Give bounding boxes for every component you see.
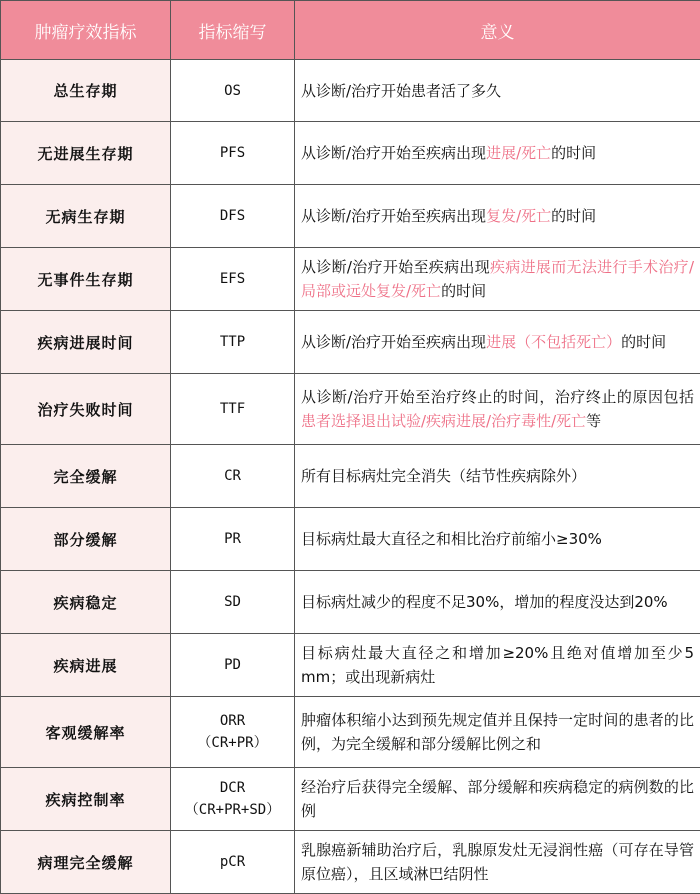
indicator-meaning [295,248,700,311]
meaning-text: 从诊断/治疗开始患者活了多久 [301,82,501,100]
indicator-meaning [295,634,700,697]
meaning-text: 的时间 [551,207,596,225]
meaning-text: 从诊断/治疗开始至疾病出现 [301,144,486,162]
indicator-abbr: OS [171,80,294,102]
indicator-abbr-cell [171,508,295,571]
table-row [1,571,700,634]
indicator-name: 疾病稳定 [1,571,171,634]
table-body [1,60,700,894]
indicator-name: 疾病进展时间 [1,311,171,374]
indicator-abbr-cell [171,60,295,122]
meaning-highlight: 患者选择退出试验/疾病进展/治疗毒性/死亡 [301,412,586,430]
indicator-abbr-cell [171,697,295,768]
table-row [1,508,700,571]
indicator-name: 无进展生存期 [1,122,171,185]
table-row [1,311,700,374]
indicator-abbr: TTF [171,398,294,420]
table-row [1,60,700,122]
indicator-abbr: PR [171,528,294,550]
indicator-abbr: SD [171,591,294,613]
indicator-abbr: EFS [171,268,294,290]
table-row [1,248,700,311]
indicator-name: 完全缓解 [1,445,171,508]
meaning-text: 经治疗后获得完全缓解、部分缓解和疾病稳定的病例数的比例 [301,778,694,820]
indicator-abbr: TTP [171,331,294,353]
indicator-name: 部分缓解 [1,508,171,571]
indicator-abbr-cell [171,831,295,894]
table-row [1,374,700,445]
indicator-name: 病理完全缓解 [1,831,171,894]
indicator-name: 治疗失败时间 [1,374,171,445]
indicator-meaning [295,697,700,768]
meaning-text: 的时间 [441,282,486,300]
meaning-text: 从诊断/治疗开始至疾病出现 [301,333,486,351]
table-row [1,768,700,831]
indicator-meaning [295,768,700,831]
indicator-name: 客观缓解率 [1,697,171,768]
indicator-abbr: PFS [171,142,294,164]
indicator-name: 无病生存期 [1,185,171,248]
indicator-abbr-cell [171,571,295,634]
meaning-text: 的时间 [551,144,596,162]
meaning-text: 从诊断/治疗开始至疾病出现 [301,207,486,225]
table-row [1,634,700,697]
indicator-abbr-cell [171,374,295,445]
meaning-text: 所有目标病灶完全消失（结节性疾病除外） [301,467,586,485]
indicator-abbr-formula: （CR+PR） [171,732,294,754]
meaning-highlight: 进展（不包括死亡） [486,333,621,351]
meaning-text: 等 [586,412,601,430]
meaning-text: 乳腺癌新辅助治疗后，乳腺原发灶无浸润性癌（可存在导管原位癌），且区域淋巴结阴性 [301,841,694,883]
meaning-highlight: 疾病进展而无法进行手术治疗/局部或远处复发/死亡 [301,258,694,300]
meaning-text: 从诊断/治疗开始至疾病出现 [301,258,490,276]
table-row [1,185,700,248]
meaning-highlight: 进展/死亡 [486,144,551,162]
indicator-meaning [295,185,700,248]
table-row [1,831,700,894]
indicator-abbr: DFS [171,205,294,227]
indicator-abbr: CR [171,465,294,487]
indicator-abbr-cell [171,445,295,508]
indicator-abbr-cell [171,185,295,248]
indicator-meaning [295,508,700,571]
table-row [1,122,700,185]
indicator-abbr-cell [171,634,295,697]
indicator-abbr-cell [171,311,295,374]
indicator-meaning [295,374,700,445]
indicator-name: 疾病进展 [1,634,171,697]
indicator-meaning [295,831,700,894]
indicator-name: 总生存期 [1,60,171,122]
table-row [1,697,700,768]
header-meaning: 意义 [295,1,700,60]
meaning-text: 肿瘤体积缩小达到预先规定值并且保持一定时间的患者的比例，为完全缓解和部分缓解比例之和 [301,711,694,753]
indicator-meaning [295,122,700,185]
indicator-meaning [295,60,700,122]
meaning-text: 的时间 [621,333,666,351]
meaning-text: 目标病灶最大直径之和增加≥20%且绝对值增加至少5 mm；或出现新病灶 [301,644,694,686]
header-indicator: 肿瘤疗效指标 [1,1,171,60]
indicator-name: 疾病控制率 [1,768,171,831]
indicator-abbr: DCR [171,777,294,799]
indicator-abbr-formula: （CR+PR+SD） [171,799,294,821]
indicator-abbr-cell [171,768,295,831]
header-abbr: 指标缩写 [171,1,295,60]
indicator-name: 无事件生存期 [1,248,171,311]
meaning-highlight: 复发/死亡 [486,207,551,225]
meaning-text: 目标病灶减少的程度不足30%，增加的程度没达到20% [301,593,668,611]
table-row [1,445,700,508]
indicator-abbr-cell [171,248,295,311]
indicator-meaning [295,445,700,508]
indicator-abbr: pCR [171,851,294,873]
indicator-meaning [295,311,700,374]
indicator-abbr-cell [171,122,295,185]
indicator-meaning [295,571,700,634]
meaning-text: 从诊断/治疗开始至治疗终止的时间，治疗终止的原因包括 [301,388,694,406]
table-header [1,1,700,60]
indicator-abbr: ORR [171,710,294,732]
indicator-abbr: PD [171,654,294,676]
meaning-text: 目标病灶最大直径之和相比治疗前缩小≥30% [301,530,602,548]
